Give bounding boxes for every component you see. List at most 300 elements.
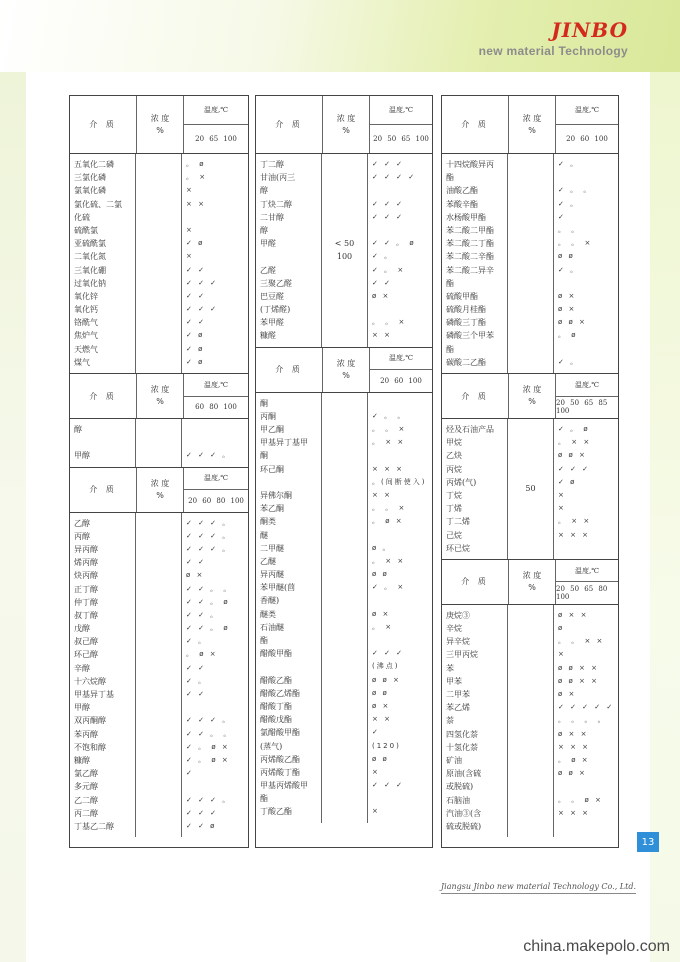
table-cell: 糠醇 bbox=[74, 755, 90, 765]
concentration-unit: % bbox=[156, 125, 164, 135]
resistance-mark: × × bbox=[372, 715, 392, 724]
resistance-mark: × bbox=[372, 767, 380, 776]
marks-column bbox=[182, 419, 248, 467]
medium-column bbox=[256, 393, 322, 823]
table-cell: 三甲丙烷 bbox=[446, 650, 478, 660]
table-cell: 苯二酸二辛酯 bbox=[446, 252, 494, 262]
table-cell: 香醚) bbox=[260, 596, 280, 606]
concentration-column bbox=[136, 154, 182, 373]
resistance-table-right bbox=[441, 95, 619, 848]
temperature-label: 温度,℃ bbox=[184, 374, 248, 397]
temperature-header bbox=[556, 96, 618, 153]
page-number: 13 bbox=[637, 832, 659, 852]
table-header bbox=[442, 96, 618, 154]
concentration-unit: % bbox=[156, 397, 164, 406]
temperature-header bbox=[556, 560, 618, 604]
table-cell: 二甲苯 bbox=[446, 690, 470, 699]
table-cell: 酮 bbox=[260, 451, 268, 461]
resistance-mark: ✓ 。 × bbox=[372, 265, 406, 274]
resistance-mark: 。 ø × bbox=[372, 517, 404, 526]
table-cell: 己烷 bbox=[446, 530, 462, 540]
resistance-mark: ✓ ✓ ✓ 。 bbox=[186, 518, 232, 527]
table-cell: 硫或脱硫) bbox=[446, 821, 482, 831]
table-cell: 碳酸二乙酯 bbox=[446, 357, 486, 367]
resistance-mark: ✓ ✓ ✓ 。 bbox=[186, 716, 232, 725]
resistance-mark: ✓ ø bbox=[558, 477, 577, 486]
table-cell: 或脱硫) bbox=[446, 782, 474, 792]
resistance-mark: ✓ 。 ø × bbox=[186, 755, 230, 764]
resistance-mark bbox=[372, 397, 432, 410]
resistance-mark: ø × bbox=[558, 305, 577, 314]
table-cell: 辛烷 bbox=[446, 624, 462, 634]
table-cell: 二甲醚 bbox=[260, 543, 284, 553]
table-cell: 戊醇 bbox=[74, 624, 90, 634]
concentration-column bbox=[508, 419, 554, 559]
table-cell: 苯二酸二甲酯 bbox=[446, 225, 494, 235]
resistance-mark: ✓ ✓ 。 ø bbox=[186, 597, 230, 606]
medium-label: 介 质 bbox=[70, 96, 137, 153]
resistance-mark: × × × bbox=[372, 464, 405, 473]
resistance-mark: × bbox=[186, 186, 194, 195]
resistance-mark: × bbox=[372, 807, 380, 816]
resistance-mark: × bbox=[558, 490, 566, 499]
medium-column bbox=[256, 154, 322, 347]
table-cell: 丁酸乙酯 bbox=[260, 807, 292, 817]
resistance-mark: ✓ ✓ ✓ 。 bbox=[186, 544, 232, 553]
table-cell: 醋酸戊酯 bbox=[260, 715, 292, 725]
medium-column bbox=[442, 605, 508, 837]
table-cell: 酯 bbox=[260, 794, 268, 804]
resistance-mark: ✓ 。 bbox=[186, 637, 208, 646]
resistance-mark: ✓ ✓ ø bbox=[186, 821, 217, 830]
table-cell: 甲醇 bbox=[74, 451, 90, 461]
temperature-values: 20 50 65 80 100 bbox=[556, 585, 608, 602]
table-cell: 原油(含硫 bbox=[446, 769, 482, 779]
table-cell: 烃及石油产品 bbox=[446, 425, 494, 434]
concentration-unit: % bbox=[528, 582, 536, 592]
table-cell: 丁炔二醇 bbox=[260, 199, 292, 209]
table-cell: 天燃气 bbox=[74, 344, 98, 354]
resistance-mark bbox=[558, 542, 618, 555]
resistance-mark: 。 × bbox=[372, 622, 394, 631]
table-cell: 酯 bbox=[446, 278, 454, 288]
table-cell: 氯化硫、二氯 bbox=[74, 199, 122, 209]
resistance-mark: 。 × × bbox=[558, 438, 592, 447]
resistance-mark: ø × bbox=[558, 690, 577, 698]
table-cell: 苯 bbox=[446, 663, 454, 673]
table-cell: 氯醋酸甲酯 bbox=[260, 728, 300, 738]
resistance-mark: 。 × × bbox=[372, 556, 406, 565]
table-cell: 焦炉气 bbox=[74, 331, 98, 341]
resistance-mark: ✓ 。 bbox=[558, 199, 580, 208]
resistance-mark: ø ø × bbox=[558, 769, 587, 778]
resistance-mark: ✓ ✓ bbox=[372, 278, 392, 287]
resistance-mark bbox=[372, 224, 432, 237]
table-cell: 矿油 bbox=[446, 755, 462, 765]
resistance-mark: ø ø × bbox=[558, 451, 587, 460]
temperature-label: 温度,℃ bbox=[370, 348, 432, 371]
resistance-mark: 。 。 × bbox=[372, 504, 407, 513]
resistance-mark: 。(间断使入) bbox=[372, 477, 427, 486]
resistance-mark: ✓ ✓ ✓ bbox=[558, 464, 591, 473]
concentration-column bbox=[508, 605, 554, 837]
concentration-label-text: 浓 度 bbox=[522, 570, 542, 580]
temperature-values: 60 80 100 bbox=[195, 403, 237, 412]
resistance-mark: ✓ ✓ bbox=[186, 663, 206, 672]
temperature-label: 温度,℃ bbox=[370, 96, 432, 125]
table-body bbox=[70, 513, 248, 838]
brand-logo: JINBO bbox=[551, 18, 628, 42]
table-cell: 苯甲醚(茴 bbox=[260, 583, 296, 593]
resistance-mark: 。 ø bbox=[558, 331, 578, 340]
table-cell: 酯 bbox=[446, 344, 454, 354]
resistance-mark: ✓ 。 。 bbox=[372, 411, 407, 420]
table-cell: 异佛尔酮 bbox=[260, 490, 292, 500]
resistance-mark: ✓ ✓ ✓ bbox=[186, 278, 219, 287]
resistance-mark: ✓ ✓ ✓ bbox=[372, 199, 405, 208]
table-cell: 庚烷③ bbox=[446, 610, 470, 620]
table-cell: 水杨酸甲酯 bbox=[446, 212, 486, 222]
table-cell: 环己酮 bbox=[260, 464, 284, 474]
concentration-label bbox=[323, 96, 370, 153]
watermark: china.makepolo.com bbox=[523, 938, 670, 955]
concentration-column bbox=[322, 393, 368, 823]
table-cell: 十四烷酸异丙 bbox=[446, 160, 494, 169]
resistance-mark: 。 × × bbox=[372, 438, 406, 447]
resistance-mark bbox=[372, 594, 432, 607]
resistance-mark: × × bbox=[186, 199, 206, 208]
resistance-mark: ✓ 。 bbox=[558, 357, 580, 366]
table-cell: 50 bbox=[525, 484, 536, 494]
table-cell: 丙醇 bbox=[74, 531, 90, 541]
table-cell: 硫酸甲酯 bbox=[446, 291, 478, 301]
marks-column bbox=[182, 154, 248, 373]
table-body bbox=[256, 154, 432, 347]
resistance-mark: ø 。 bbox=[372, 543, 392, 552]
table-body bbox=[442, 154, 618, 373]
resistance-mark: × bbox=[558, 650, 566, 659]
table-cell: 炔丙醇 bbox=[74, 571, 98, 581]
concentration-label bbox=[509, 374, 556, 418]
resistance-mark: ✓ 。 bbox=[558, 160, 580, 168]
table-cell: 醋酸乙酯 bbox=[260, 675, 292, 685]
resistance-mark: × × × bbox=[558, 808, 591, 817]
concentration-unit: % bbox=[156, 490, 164, 500]
resistance-mark: ø ø × bbox=[558, 318, 587, 327]
marks-column bbox=[368, 393, 432, 823]
table-body bbox=[70, 154, 248, 373]
table-cell: 双丙酮醇 bbox=[74, 716, 106, 726]
resistance-mark: ø ø × × bbox=[558, 676, 599, 685]
table-cell: 丁二醇 bbox=[260, 160, 284, 169]
right-decor-strip bbox=[650, 72, 680, 962]
resistance-mark: ✓ 。 ø × bbox=[186, 742, 230, 751]
temperature-header bbox=[184, 468, 248, 512]
temperature-values: 20 60 80 100 bbox=[188, 496, 244, 505]
resistance-mark: ø ø × × bbox=[558, 663, 599, 672]
table-cell: 酯 bbox=[260, 636, 268, 645]
temperature-label: 温度,℃ bbox=[556, 374, 618, 397]
resistance-mark: ✓ ✓ ✓ bbox=[372, 212, 405, 221]
resistance-mark: ✓ ✓ bbox=[186, 291, 206, 300]
concentration-label bbox=[137, 468, 184, 512]
table-header bbox=[70, 96, 248, 154]
table-cell: 醋酸乙烯酯 bbox=[260, 688, 300, 698]
resistance-mark: ✓ ✓ ✓ 。 bbox=[186, 451, 232, 460]
table-cell: 苯乙烯 bbox=[446, 703, 470, 713]
resistance-mark: ø × × bbox=[558, 729, 589, 738]
table-cell bbox=[74, 436, 135, 449]
resistance-mark: ø × bbox=[372, 701, 391, 710]
concentration-label bbox=[137, 374, 184, 418]
concentration-column bbox=[322, 154, 368, 347]
table-cell: 萘 bbox=[446, 716, 454, 726]
resistance-mark bbox=[558, 780, 618, 793]
medium-column bbox=[70, 513, 136, 838]
table-cell: 100 bbox=[336, 252, 353, 262]
table-cell: 甲基异丁基 bbox=[74, 690, 114, 699]
resistance-mark: × × × bbox=[558, 530, 591, 539]
resistance-mark: ✓ ✓ bbox=[186, 265, 206, 274]
medium-column bbox=[442, 154, 508, 373]
resistance-mark bbox=[186, 436, 248, 449]
resistance-mark: ø ø × bbox=[372, 675, 401, 684]
table-cell: 环已烷 bbox=[446, 543, 470, 553]
table-cell: 乙醇 bbox=[74, 518, 90, 528]
temperature-values: 20 50 65 85 100 bbox=[556, 399, 608, 416]
table-cell: 醋酸甲酯 bbox=[260, 649, 292, 659]
resistance-mark: × × bbox=[372, 331, 392, 340]
resistance-mark bbox=[558, 343, 618, 356]
left-decor-strip bbox=[0, 72, 26, 962]
table-cell: 醇 bbox=[74, 425, 82, 434]
temperature-values: 20 60 100 bbox=[566, 135, 608, 143]
resistance-mark: ✓ ✓ ✓ 。 bbox=[186, 531, 232, 540]
table-cell: 五氧化二磷 bbox=[74, 160, 114, 169]
table-header bbox=[442, 373, 618, 419]
resistance-mark: ø ø bbox=[372, 570, 389, 579]
table-cell: 甲烷 bbox=[446, 438, 462, 448]
table-cell: 丙烷 bbox=[446, 464, 462, 474]
resistance-mark: ✓ ø bbox=[186, 239, 205, 248]
concentration-column bbox=[136, 513, 182, 838]
resistance-mark: ✓ ✓ ✓ bbox=[372, 160, 405, 168]
table-cell: 丁二烯 bbox=[446, 517, 470, 527]
table-cell: 三聚乙醛 bbox=[260, 278, 292, 288]
resistance-mark: 。 ø × bbox=[558, 755, 590, 764]
resistance-mark: ø × × bbox=[558, 610, 589, 619]
table-cell: 苯乙酮 bbox=[260, 504, 284, 514]
resistance-mark: ø × bbox=[558, 291, 577, 300]
temperature-label: 温度,℃ bbox=[556, 560, 618, 583]
resistance-mark: 。 。 × bbox=[558, 239, 593, 248]
table-cell: 异辛烷 bbox=[446, 637, 470, 647]
table-cell: 苯甲醛 bbox=[260, 318, 284, 328]
table-cell: 醋酸丁酯 bbox=[260, 701, 292, 711]
resistance-mark: ✓ ✓ bbox=[186, 318, 206, 327]
resistance-mark: ø ø bbox=[372, 754, 389, 763]
resistance-mark: × bbox=[558, 504, 566, 513]
resistance-mark: 。 ø bbox=[186, 160, 206, 168]
resistance-mark: ✓ ✓ ✓ bbox=[372, 781, 405, 790]
resistance-mark: ✓ 。 。 bbox=[558, 186, 593, 195]
table-cell: 醚类 bbox=[260, 609, 276, 619]
table-cell: 丙烯(气) bbox=[446, 477, 477, 487]
table-cell: 氯氧化磷 bbox=[74, 186, 106, 196]
table-cell: 十氢化萘 bbox=[446, 742, 478, 752]
temperature-values: 20 60 100 bbox=[380, 376, 422, 385]
temperature-label: 温度,℃ bbox=[556, 96, 618, 125]
table-header bbox=[70, 373, 248, 419]
resistance-mark: 。 。 × × bbox=[558, 637, 605, 646]
resistance-mark: ✓ ✓ 。 bbox=[186, 610, 220, 619]
table-header bbox=[442, 559, 618, 605]
footer-company-name: Jiangsu Jinbo new material Technology Co., Ltd. bbox=[441, 882, 636, 894]
temperature-label: 温度,℃ bbox=[184, 468, 248, 491]
medium-label: 介 质 bbox=[442, 374, 509, 418]
medium-column bbox=[442, 419, 508, 559]
resistance-mark bbox=[372, 184, 432, 197]
table-cell: 苯二酸二异辛 bbox=[446, 265, 494, 275]
resistance-mark: ✓ 。 bbox=[186, 676, 208, 685]
resistance-mark: ø × bbox=[372, 609, 391, 618]
concentration-label-text: 浓 度 bbox=[150, 385, 170, 394]
concentration-label-text: 浓 度 bbox=[522, 385, 542, 394]
resistance-mark: ✓ ✓ ✓ ✓ bbox=[372, 173, 417, 182]
table-cell: 辛醇 bbox=[74, 663, 90, 673]
table-cell: 烯丙醇 bbox=[74, 558, 98, 568]
resistance-mark bbox=[558, 820, 618, 833]
resistance-mark: ✓ ø bbox=[186, 344, 205, 353]
table-cell bbox=[260, 660, 321, 673]
resistance-mark: ✓ ø bbox=[186, 331, 205, 340]
resistance-mark bbox=[558, 171, 618, 184]
resistance-mark bbox=[186, 780, 248, 793]
resistance-mark: ø × bbox=[372, 291, 391, 300]
table-cell: 三氧化硼 bbox=[74, 265, 106, 275]
resistance-mark: 。 。 × bbox=[372, 318, 407, 327]
table-cell: 石脑油 bbox=[446, 795, 470, 805]
concentration-label bbox=[137, 96, 184, 153]
table-cell: 正丁醇 bbox=[74, 584, 98, 594]
temperature-header bbox=[370, 348, 432, 392]
medium-label: 介 质 bbox=[442, 96, 509, 153]
table-cell: 醇 bbox=[260, 225, 268, 235]
table-cell: 糠醛 bbox=[260, 331, 276, 341]
table-cell: 醇 bbox=[260, 186, 268, 196]
table-cell: 酯 bbox=[446, 173, 454, 183]
marks-column bbox=[554, 154, 618, 373]
temperature-header bbox=[184, 96, 248, 153]
medium-column bbox=[70, 154, 136, 373]
table-cell: 过氧化钠 bbox=[74, 278, 106, 288]
resistance-mark bbox=[372, 529, 432, 542]
table-cell: 乙醚 bbox=[260, 556, 276, 566]
table-cell: 酮 bbox=[260, 398, 268, 408]
resistance-mark bbox=[372, 303, 432, 316]
table-cell: 化硫 bbox=[74, 212, 90, 222]
table-cell: (蒸气) bbox=[260, 741, 283, 751]
temperature-header bbox=[184, 374, 248, 418]
table-cell: 二氧化氮 bbox=[74, 252, 106, 262]
temperature-header bbox=[556, 374, 618, 418]
table-cell: 环己醇 bbox=[74, 650, 98, 660]
resistance-mark: ✓ ✓ 。 。 bbox=[186, 729, 233, 738]
resistance-mark: ✓ ✓ ✓ bbox=[186, 305, 219, 314]
table-cell: 十六烷醇 bbox=[74, 676, 106, 686]
resistance-mark: ✓ ✓ 。 ø bbox=[372, 239, 416, 248]
concentration-label-text: 浓 度 bbox=[522, 113, 542, 123]
table-cell: 甲醇 bbox=[74, 703, 90, 713]
resistance-mark: ✓ bbox=[372, 728, 380, 737]
marks-column bbox=[554, 419, 618, 559]
table-cell: 氧化钙 bbox=[74, 305, 98, 315]
concentration-label bbox=[323, 348, 370, 392]
resistance-mark: ✓ ø bbox=[186, 357, 205, 366]
medium-label: 介 质 bbox=[70, 374, 137, 418]
table-header bbox=[256, 347, 432, 393]
resistance-mark: 。 × bbox=[186, 173, 208, 182]
resistance-mark bbox=[186, 701, 248, 714]
resistance-mark: ø bbox=[558, 624, 565, 633]
resistance-mark: × bbox=[186, 225, 194, 234]
table-cell: 四氢化萘 bbox=[446, 729, 478, 739]
marks-column bbox=[182, 513, 248, 838]
medium-label: 介 质 bbox=[70, 468, 137, 512]
resistance-mark: ø ø bbox=[558, 252, 575, 261]
table-cell: 丙酮 bbox=[260, 411, 276, 421]
resistance-mark bbox=[372, 449, 432, 462]
table-cell: 醚 bbox=[260, 530, 268, 540]
table-cell: 丁基乙二醇 bbox=[74, 821, 114, 831]
resistance-mark: ✓ 。 ø bbox=[558, 425, 590, 433]
resistance-table-left bbox=[69, 95, 249, 848]
table-cell: 磷酸三个甲苯 bbox=[446, 331, 494, 341]
table-cell: 丙烯酸丁酯 bbox=[260, 767, 300, 777]
table-cell bbox=[260, 476, 321, 489]
resistance-mark: ✓ ✓ bbox=[186, 558, 206, 567]
resistance-mark: ✓ ✓ bbox=[186, 690, 206, 698]
resistance-mark: ✓ ✓ ✓ 。 bbox=[186, 795, 232, 804]
table-cell: 磷酸三丁酯 bbox=[446, 318, 486, 328]
table-cell: 仲丁醇 bbox=[74, 597, 98, 607]
concentration-label bbox=[509, 96, 556, 153]
resistance-mark: ✓ ✓ 。 。 bbox=[186, 584, 233, 593]
table-cell: 苯酸辛酯 bbox=[446, 199, 478, 209]
resistance-mark: 。 ø × bbox=[186, 650, 218, 659]
table-cell: 甲醛 bbox=[260, 239, 276, 249]
marks-column bbox=[368, 154, 432, 347]
table-cell: 甲乙酮 bbox=[260, 425, 284, 434]
table-cell: 甲基丙烯酸甲 bbox=[260, 781, 308, 791]
table-cell: (丁烯醛) bbox=[260, 305, 291, 315]
table-cell: 丙烯酸乙酯 bbox=[260, 754, 300, 764]
table-cell: 油酸乙酯 bbox=[446, 186, 478, 196]
concentration-column bbox=[136, 419, 182, 467]
concentration-column bbox=[508, 154, 554, 373]
table-cell: 异丙醚 bbox=[260, 570, 284, 580]
table-cell: 叔丁醇 bbox=[74, 610, 98, 620]
table-cell: 甲基异丁基甲 bbox=[260, 438, 308, 448]
table-cell: 乙炔 bbox=[446, 451, 462, 461]
table-cell: < 50 bbox=[334, 239, 355, 249]
medium-column bbox=[70, 419, 136, 467]
resistance-mark: × bbox=[186, 252, 194, 261]
resistance-mark: (120) bbox=[372, 741, 401, 750]
resistance-table-middle bbox=[255, 95, 433, 848]
table-cell: 乙醛 bbox=[260, 265, 276, 275]
resistance-mark: 。 × × bbox=[558, 517, 592, 526]
